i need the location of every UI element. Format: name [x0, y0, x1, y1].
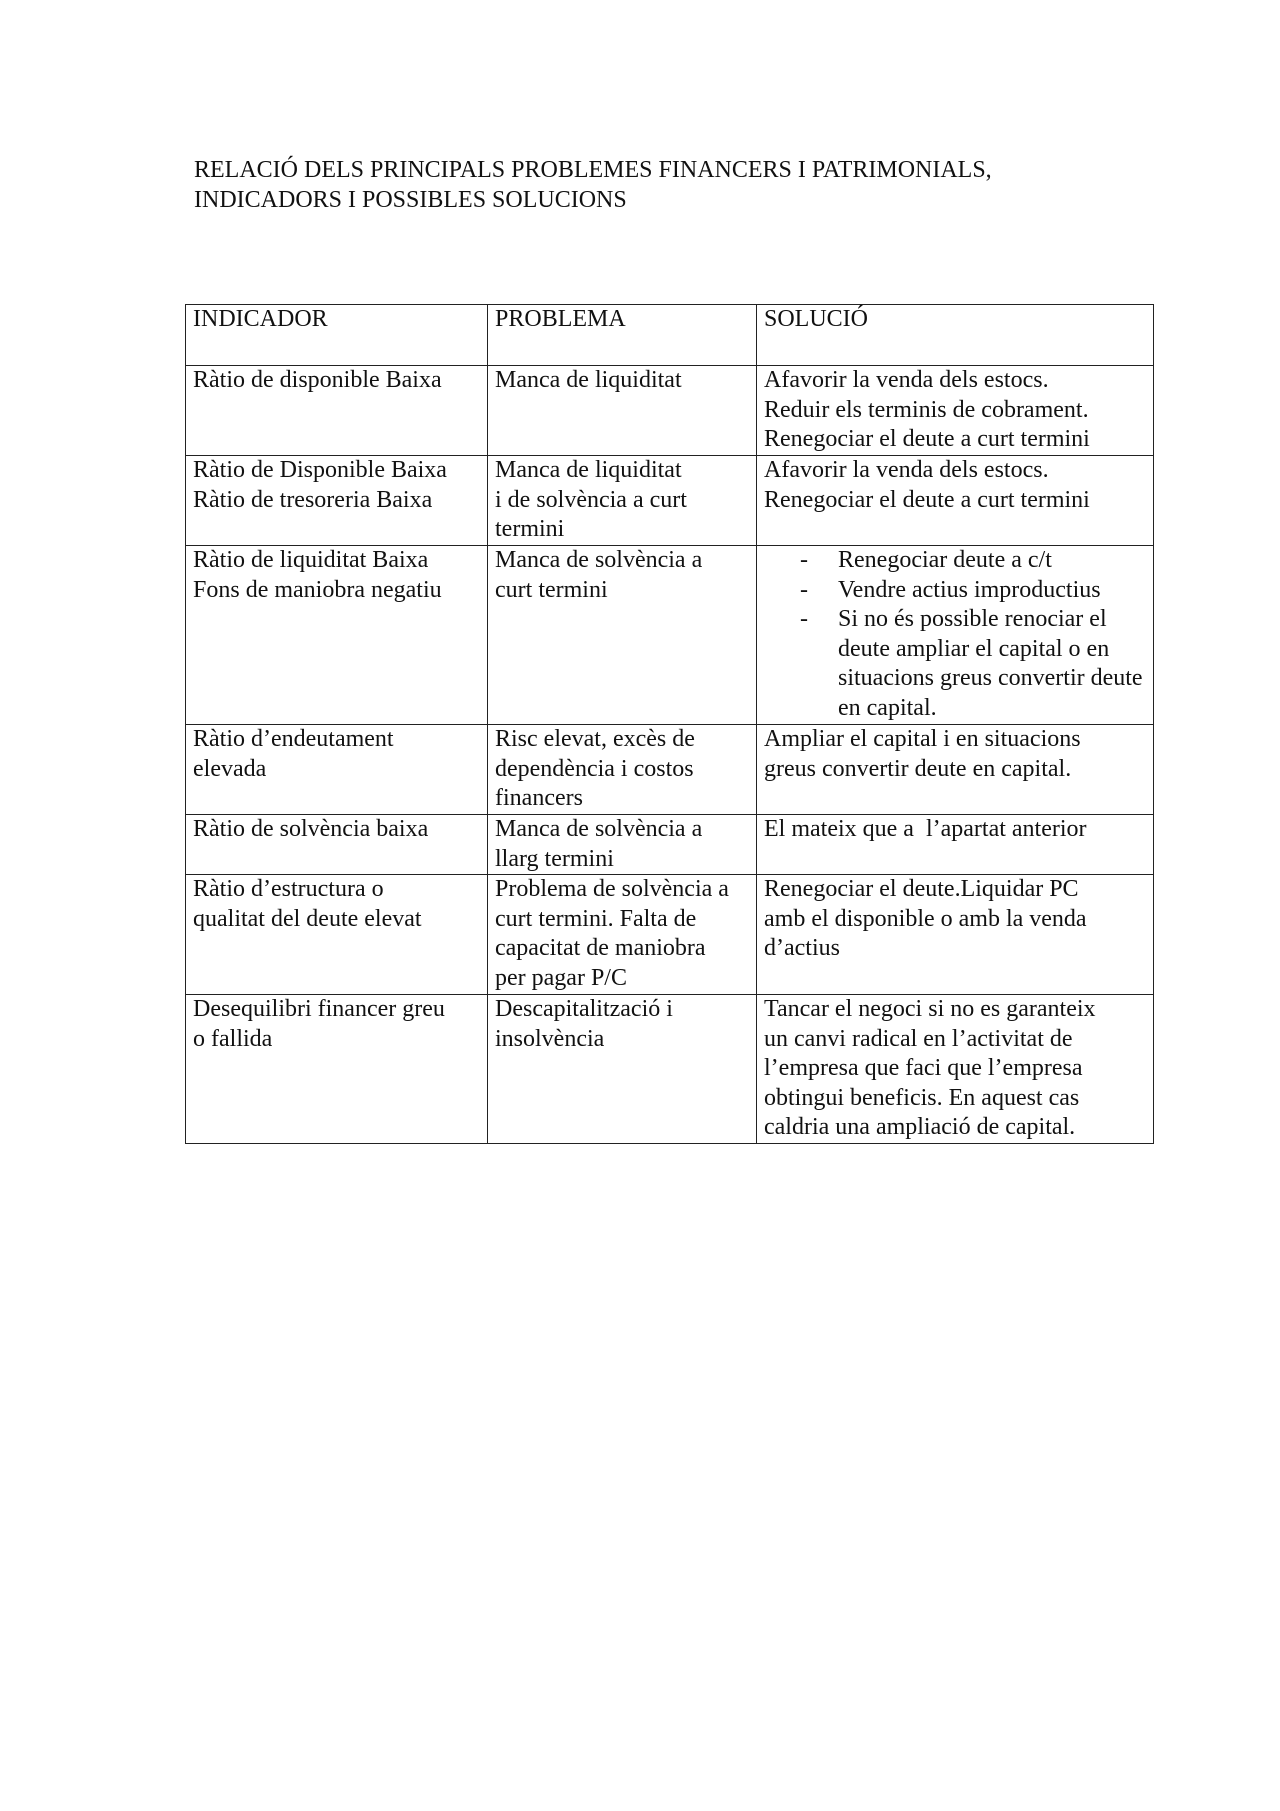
cell-line: elevada [193, 755, 267, 782]
cell-line: Afavorir la venda dels estocs. [764, 457, 1049, 483]
cell-problema [488, 725, 757, 815]
cell-line: Manca de solvència a [495, 547, 703, 573]
title-line-2: INDICADORS I POSSIBLES SOLUCIONS [194, 187, 627, 213]
cell-solucio [757, 456, 1154, 546]
cell-solucio [757, 366, 1154, 456]
cell-problema [488, 995, 757, 1144]
cell-line: caldria una ampliació de capital. [764, 1114, 1076, 1140]
cell-line: obtingui beneficis. En aquest cas [764, 1084, 1080, 1111]
cell-line: Afavorir la venda dels estocs. [764, 367, 1049, 393]
table-row [186, 456, 1154, 546]
cell-indicador [186, 725, 488, 815]
financial-problems-table [185, 304, 1154, 1144]
document-title [194, 155, 1154, 215]
cell-line: o fallida [193, 1025, 273, 1052]
cell-line: Fons de maniobra negatiu [193, 576, 442, 603]
bullet-text: Vendre actius improductius [838, 576, 1101, 603]
cell-solucio [757, 815, 1154, 875]
cell-line: l’empresa que faci que l’empresa [764, 1055, 1083, 1081]
table-row [186, 725, 1154, 815]
list-item [800, 576, 1147, 606]
cell-indicador [186, 815, 488, 875]
bullet-dash: - [800, 576, 808, 603]
header-indicador: INDICADOR [186, 305, 488, 366]
bullet-text: Renegociar deute a c/t [838, 547, 1052, 573]
cell-line: qualitat del deute elevat [193, 905, 422, 932]
cell-indicador [186, 875, 488, 995]
cell-line: Manca de liquiditat [495, 367, 682, 393]
cell-line: per pagar P/C [495, 964, 627, 991]
cell-line: curt termini. Falta de [495, 905, 697, 932]
cell-solucio [757, 546, 1154, 725]
title-line-1: RELACIÓ DELS PRINCIPALS PROBLEMES FINANCERS I PATRIMONIALS, [194, 157, 992, 183]
cell-line: Desequilibri financer greu [193, 996, 445, 1022]
cell-line: amb el disponible o amb la venda [764, 905, 1087, 932]
cell-line: insolvència [495, 1025, 605, 1052]
cell-solucio [757, 875, 1154, 995]
cell-line: Renegociar el deute a curt termini [764, 486, 1090, 513]
cell-indicador [186, 546, 488, 725]
list-item [800, 605, 1147, 723]
table-row [186, 546, 1154, 725]
cell-line: Manca de liquiditat [495, 457, 682, 483]
cell-line: Ràtio de liquiditat Baixa [193, 547, 429, 573]
cell-line: Manca de solvència a [495, 816, 703, 842]
cell-line: Problema de solvència a [495, 876, 729, 902]
solution-bullet-list [764, 546, 1147, 723]
cell-line: Ràtio de Disponible Baixa [193, 457, 447, 483]
cell-line: Ampliar el capital i en situacions [764, 726, 1081, 752]
cell-line: Reduir els terminis de cobrament. [764, 396, 1089, 423]
table-row [186, 875, 1154, 995]
header-solucio: SOLUCIÓ [757, 305, 1154, 366]
cell-problema [488, 366, 757, 456]
cell-line: Risc elevat, excès de [495, 726, 695, 752]
table-row [186, 366, 1154, 456]
cell-line: Renegociar el deute a curt termini [764, 426, 1090, 452]
cell-line: termini [495, 516, 565, 542]
cell-line: curt termini [495, 576, 608, 603]
cell-problema [488, 456, 757, 546]
cell-solucio [757, 995, 1154, 1144]
table-row [186, 815, 1154, 875]
cell-problema [488, 875, 757, 995]
cell-line: llarg termini [495, 845, 614, 872]
cell-line: un canvi radical en l’activitat de [764, 1025, 1073, 1052]
bullet-dash: - [800, 606, 808, 632]
bullet-dash: - [800, 547, 808, 573]
cell-solucio [757, 725, 1154, 815]
cell-line: Ràtio de solvència baixa [193, 816, 429, 842]
cell-line: Tancar el negoci si no es garanteix [764, 996, 1096, 1022]
cell-line: Ràtio d’estructura o [193, 876, 384, 902]
cell-problema [488, 815, 757, 875]
cell-line: Ràtio d’endeutament [193, 726, 394, 752]
cell-line: Ràtio de disponible Baixa [193, 367, 442, 393]
header-problema: PROBLEMA [488, 305, 757, 366]
cell-line: Renegociar el deute.Liquidar PC [764, 876, 1079, 902]
cell-line: Ràtio de tresoreria Baixa [193, 486, 433, 513]
cell-line: capacitat de maniobra [495, 935, 706, 961]
cell-line: financers [495, 785, 583, 811]
list-item [800, 546, 1147, 576]
cell-line: d’actius [764, 935, 840, 961]
table-row [186, 995, 1154, 1144]
bullet-text: Si no és possible renociar el deute ampliar el capital o en situacions greus convertir deute en capital. [838, 606, 1143, 721]
cell-line: Descapitalització i [495, 996, 673, 1022]
cell-problema [488, 546, 757, 725]
cell-line: greus convertir deute en capital. [764, 755, 1072, 782]
cell-indicador [186, 995, 488, 1144]
cell-line: dependència i costos [495, 755, 694, 782]
cell-indicador [186, 366, 488, 456]
cell-line: El mateix que a l’apartat anterior [764, 816, 1087, 842]
cell-line: i de solvència a curt [495, 486, 687, 513]
cell-indicador [186, 456, 488, 546]
table-header-row [186, 305, 1154, 366]
